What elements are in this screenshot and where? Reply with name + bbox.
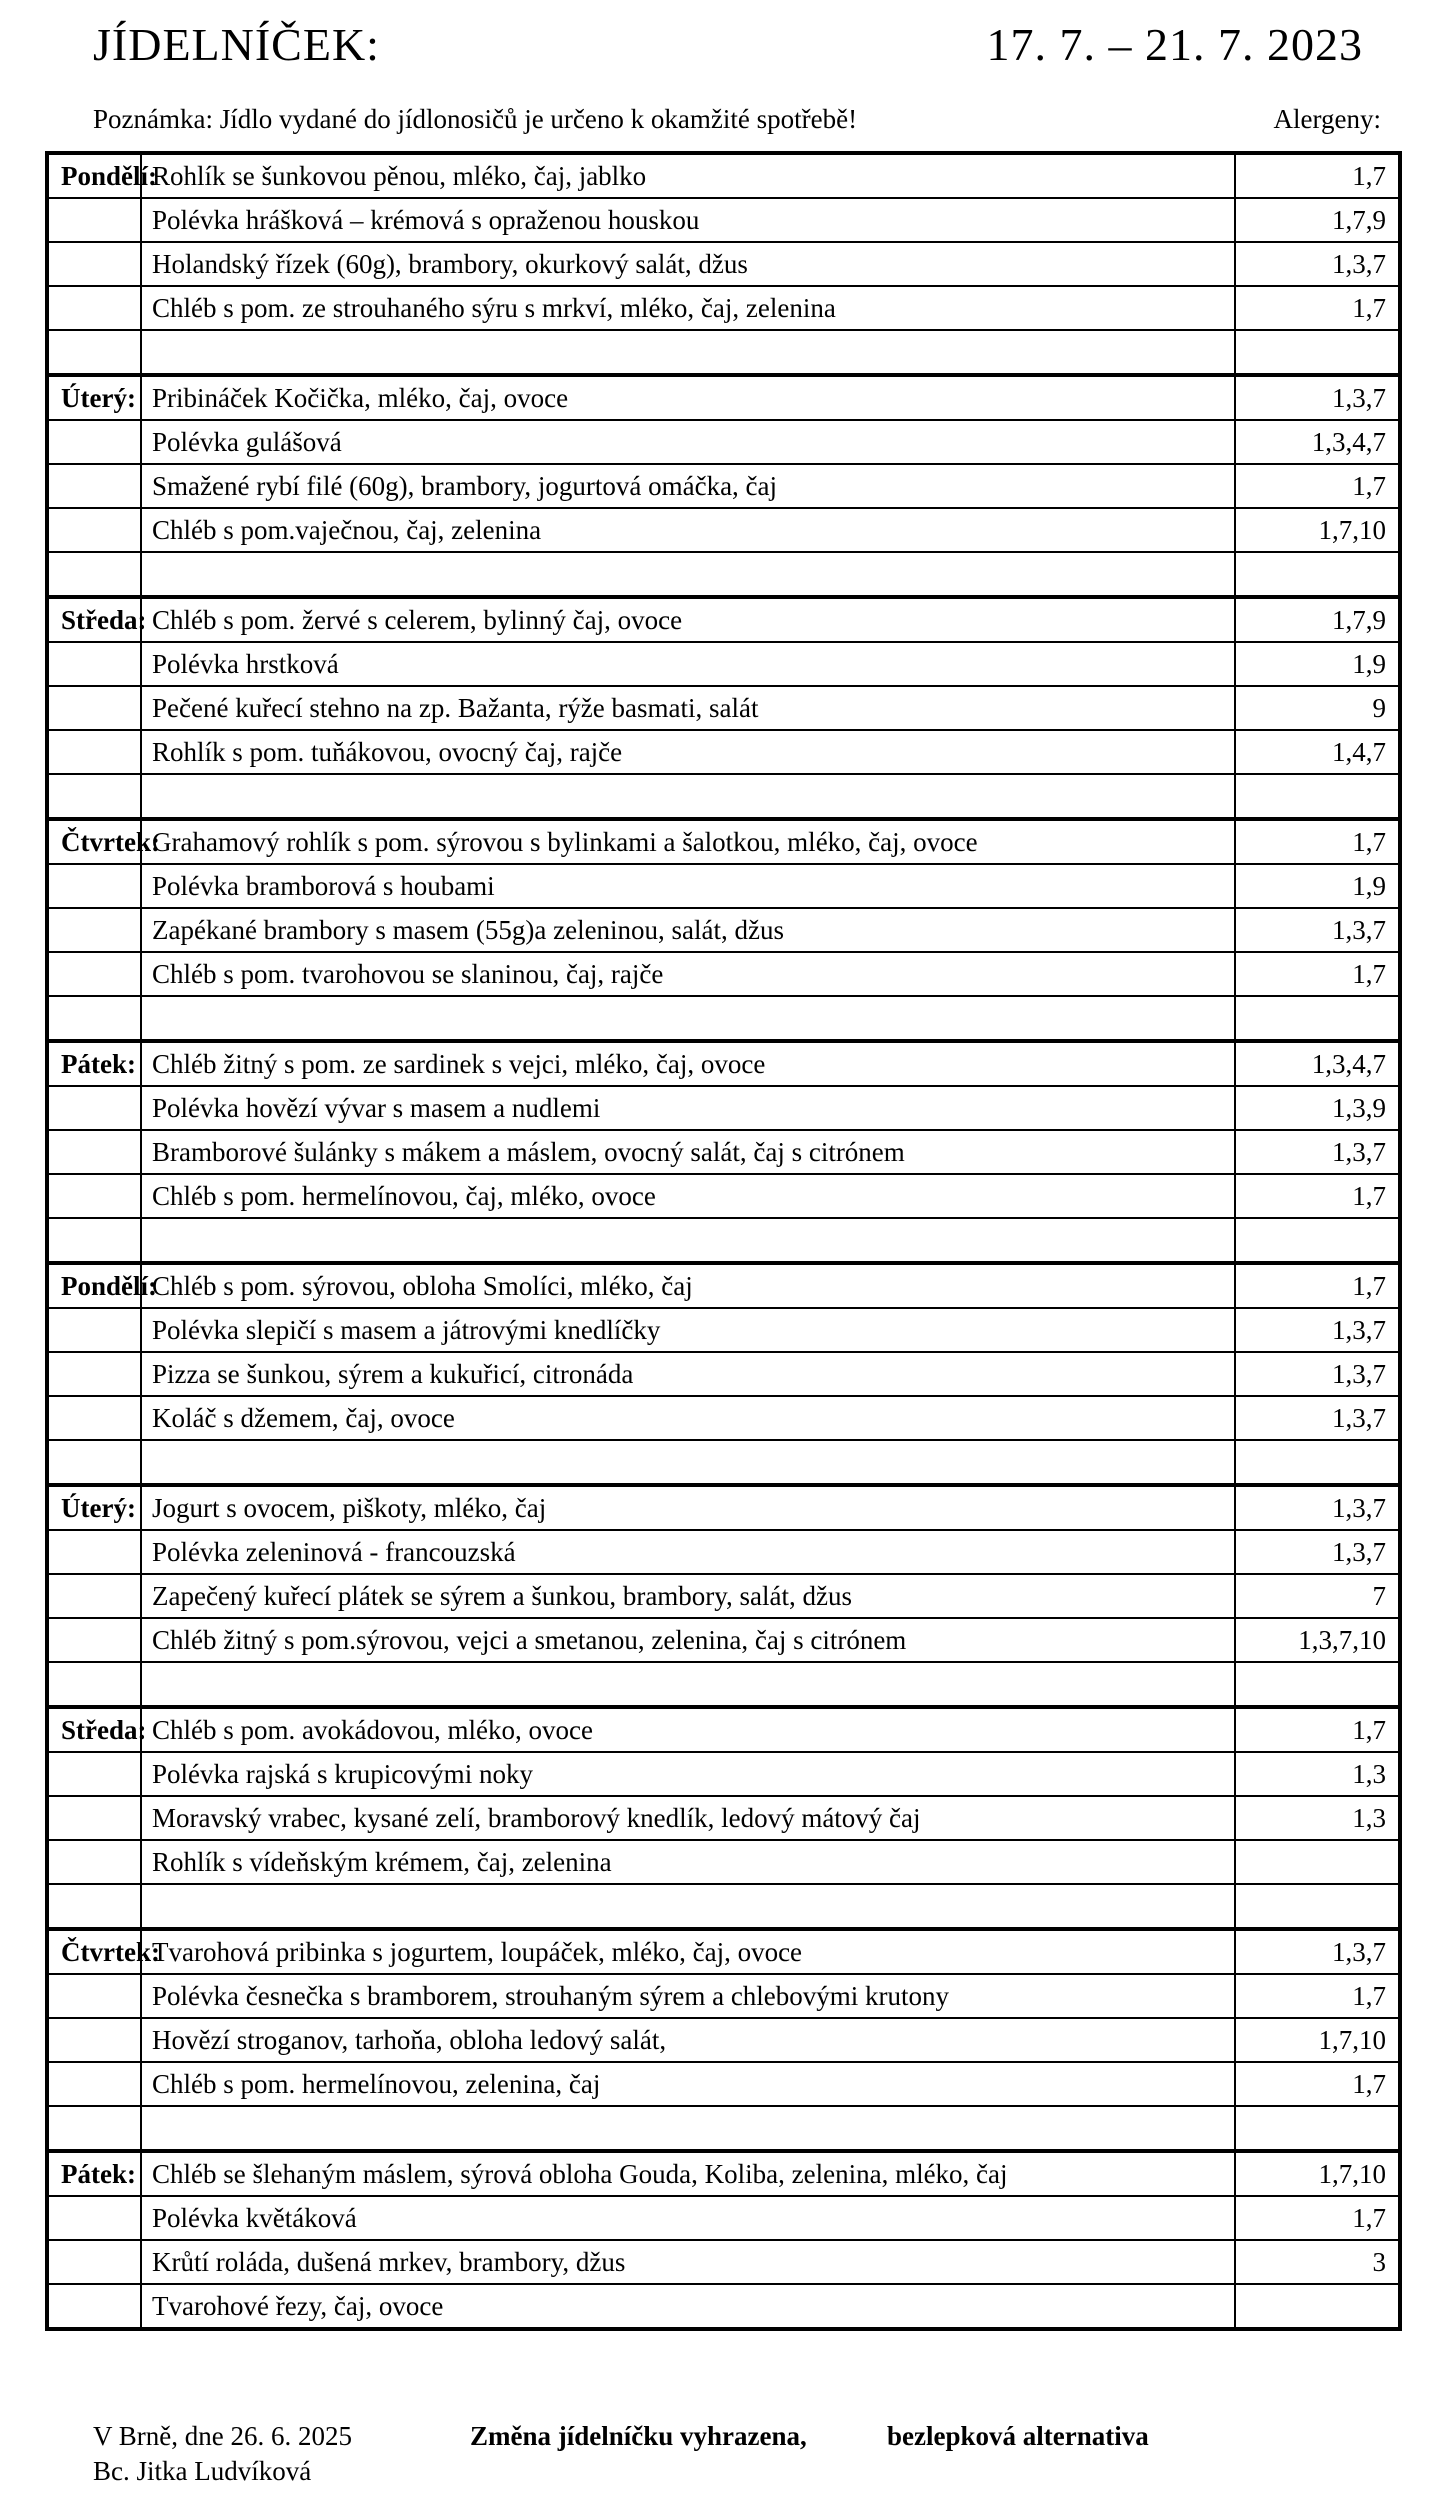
meal-cell: Chléb s pom. ze strouhaného sýru s mrkví, mléko, čaj, zelenina [141, 286, 1235, 330]
day-cell: Úterý: [47, 1485, 141, 1530]
menu-row [47, 153, 1400, 198]
allergens-cell: 1,3,7 [1235, 1530, 1400, 1574]
empty-cell [1235, 1218, 1400, 1263]
day-cell [47, 2196, 141, 2240]
allergens-cell: 1,7 [1235, 1263, 1400, 1308]
menu-body [47, 153, 1400, 2329]
footer-author: Bc. Jitka Ludvíková [93, 2456, 312, 2486]
menu-row [47, 508, 1400, 552]
meal-cell: Tvarohové řezy, čaj, ovoce [141, 2284, 1235, 2329]
allergens-cell: 1,3,7 [1235, 1352, 1400, 1396]
menu-row [47, 1485, 1400, 1530]
menu-row [47, 864, 1400, 908]
allergens-cell: 1,7 [1235, 2062, 1400, 2106]
day-cell: Čtvrtek: [47, 819, 141, 864]
day-cell [47, 286, 141, 330]
allergens-cell: 1,7,9 [1235, 597, 1400, 642]
meal-cell: Polévka hrášková – krémová s opraženou houskou [141, 198, 1235, 242]
meal-cell: Moravský vrabec, kysané zelí, bramborový knedlík, ledový mátový čaj [141, 1796, 1235, 1840]
day-cell: Středa: [47, 597, 141, 642]
allergens-cell: 1,7 [1235, 153, 1400, 198]
meal-cell: Chléb s pom. avokádovou, mléko, ovoce [141, 1707, 1235, 1752]
empty-cell [141, 1884, 1235, 1929]
meal-cell: Tvarohová pribinka s jogurtem, loupáček, mléko, čaj, ovoce [141, 1929, 1235, 1974]
allergens-cell: 1,3,4,7 [1235, 1041, 1400, 1086]
day-cell [47, 1618, 141, 1662]
day-cell [47, 1974, 141, 2018]
allergens-cell: 1,3,7 [1235, 908, 1400, 952]
meal-cell: Polévka bramborová s houbami [141, 864, 1235, 908]
day-cell [47, 1840, 141, 1884]
menu-row [47, 1974, 1400, 2018]
meal-cell: Rohlík se šunkovou pěnou, mléko, čaj, jablko [141, 153, 1235, 198]
day-cell: Pátek: [47, 1041, 141, 1086]
day-cell: Pondělí: [47, 153, 141, 198]
meal-cell: Bramborové šulánky s mákem a máslem, ovocný salát, čaj s citrónem [141, 1130, 1235, 1174]
empty-cell [47, 552, 141, 597]
allergens-cell: 1,3,7 [1235, 1308, 1400, 1352]
meal-cell: Chléb žitný s pom. ze sardinek s vejci, mléko, čaj, ovoce [141, 1041, 1235, 1086]
menu-row [47, 1308, 1400, 1352]
menu-row [47, 642, 1400, 686]
menu-row [47, 1130, 1400, 1174]
menu-row [47, 1840, 1400, 1884]
day-cell [47, 642, 141, 686]
footer-place-date: V Brně, dne 26. 6. 2025 [93, 2421, 352, 2451]
day-cell [47, 508, 141, 552]
day-cell [47, 1796, 141, 1840]
allergens-cell: 1,7 [1235, 819, 1400, 864]
allergens-cell: 1,7,9 [1235, 198, 1400, 242]
day-cell [47, 908, 141, 952]
meal-cell: Zapečený kuřecí plátek se sýrem a šunkou, brambory, salát, džus [141, 1574, 1235, 1618]
meal-cell: Polévka gulášová [141, 420, 1235, 464]
meal-cell: Zapékané brambory s masem (55g)a zeleninou, salát, džus [141, 908, 1235, 952]
day-cell: Čtvrtek: [47, 1929, 141, 1974]
menu-row [47, 1752, 1400, 1796]
empty-cell [47, 1218, 141, 1263]
menu-row [47, 2018, 1400, 2062]
spacer-row [47, 1440, 1400, 1485]
meal-cell: Krůtí roláda, dušená mrkev, brambory, džus [141, 2240, 1235, 2284]
allergens-cell [1235, 2284, 1400, 2329]
allergens-cell: 1,7 [1235, 1974, 1400, 2018]
day-cell [47, 1574, 141, 1618]
menu-row [47, 1574, 1400, 1618]
spacer-row [47, 1662, 1400, 1707]
menu-row [47, 2284, 1400, 2329]
meal-cell: Chléb žitný s pom.sýrovou, vejci a smetanou, zelenina, čaj s citrónem [141, 1618, 1235, 1662]
empty-cell [47, 330, 141, 375]
empty-cell [47, 774, 141, 819]
allergens-cell: 1,3,9 [1235, 1086, 1400, 1130]
allergens-cell: 3 [1235, 2240, 1400, 2284]
allergens-cell: 1,3,7 [1235, 1130, 1400, 1174]
empty-cell [1235, 1662, 1400, 1707]
day-cell: Úterý: [47, 375, 141, 420]
menu-row [47, 2151, 1400, 2196]
menu-row [47, 420, 1400, 464]
allergens-cell: 9 [1235, 686, 1400, 730]
day-cell [47, 2062, 141, 2106]
day-cell [47, 2284, 141, 2329]
allergens-cell: 1,3,7 [1235, 1485, 1400, 1530]
allergens-cell: 1,3,7 [1235, 242, 1400, 286]
day-cell: Pátek: [47, 2151, 141, 2196]
day-cell: Pondělí: [47, 1263, 141, 1308]
meal-cell: Pribináček Kočička, mléko, čaj, ovoce [141, 375, 1235, 420]
empty-cell [47, 1662, 141, 1707]
meal-cell: Polévka česnečka s bramborem, strouhaným sýrem a chlebovými krutony [141, 1974, 1235, 2018]
allergens-cell: 1,7,10 [1235, 2018, 1400, 2062]
menu-row [47, 908, 1400, 952]
menu-row [47, 597, 1400, 642]
meal-cell: Chléb s pom. žervé s celerem, bylinný čaj, ovoce [141, 597, 1235, 642]
allergens-cell: 1,7,10 [1235, 2151, 1400, 2196]
spacer-row [47, 2106, 1400, 2151]
day-cell [47, 420, 141, 464]
menu-row [47, 1352, 1400, 1396]
day-cell [47, 2240, 141, 2284]
day-cell [47, 1530, 141, 1574]
empty-cell [141, 552, 1235, 597]
allergens-cell: 1,7 [1235, 1707, 1400, 1752]
meal-cell: Polévka slepičí s masem a játrovými knedlíčky [141, 1308, 1235, 1352]
allergens-cell: 1,3,7,10 [1235, 1618, 1400, 1662]
menu-row [47, 2240, 1400, 2284]
menu-table [45, 151, 1402, 2331]
spacer-row [47, 996, 1400, 1041]
meal-cell: Chléb s pom. hermelínovou, zelenina, čaj [141, 2062, 1235, 2106]
footer-signature [93, 2419, 352, 2489]
consumption-note: Poznámka: Jídlo vydané do jídlonosičů je určeno k okamžité spotřebě! [93, 104, 858, 134]
spacer-row [47, 1218, 1400, 1263]
meal-cell: Polévka květáková [141, 2196, 1235, 2240]
empty-cell [1235, 552, 1400, 597]
day-cell [47, 198, 141, 242]
day-cell [47, 864, 141, 908]
menu-row [47, 2062, 1400, 2106]
menu-row [47, 375, 1400, 420]
allergens-cell: 1,3 [1235, 1796, 1400, 1840]
allergens-cell: 1,3 [1235, 1752, 1400, 1796]
allergens-cell [1235, 1840, 1400, 1884]
date-range: 17. 7. – 21. 7. 2023 [986, 19, 1363, 70]
menu-row [47, 1796, 1400, 1840]
meal-cell: Chléb s pom. tvarohovou se slaninou, čaj, rajče [141, 952, 1235, 996]
empty-cell [1235, 774, 1400, 819]
empty-cell [141, 1218, 1235, 1263]
allergens-cell: 1,7 [1235, 464, 1400, 508]
allergens-header: Alergeny: [1273, 104, 1381, 134]
menu-row [47, 1929, 1400, 1974]
footer-change-note: Změna jídelníčku vyhrazena, [470, 2421, 807, 2451]
empty-cell [141, 1440, 1235, 1485]
menu-row [47, 1530, 1400, 1574]
meal-cell: Polévka hovězí vývar s masem a nudlemi [141, 1086, 1235, 1130]
meal-cell: Chléb s pom.vaječnou, čaj, zelenina [141, 508, 1235, 552]
menu-row [47, 464, 1400, 508]
meal-cell: Jogurt s ovocem, piškoty, mléko, čaj [141, 1485, 1235, 1530]
allergens-cell: 1,9 [1235, 864, 1400, 908]
day-cell [47, 1086, 141, 1130]
menu-row [47, 1041, 1400, 1086]
empty-cell [47, 996, 141, 1041]
allergens-cell: 1,7 [1235, 1174, 1400, 1218]
spacer-row [47, 330, 1400, 375]
day-cell [47, 1396, 141, 1440]
meal-cell: Pizza se šunkou, sýrem a kukuřicí, citronáda [141, 1352, 1235, 1396]
menu-row [47, 1618, 1400, 1662]
meal-cell: Rohlík s pom. tuňákovou, ovocný čaj, rajče [141, 730, 1235, 774]
meal-cell: Pečené kuřecí stehno na zp. Bažanta, rýže basmati, salát [141, 686, 1235, 730]
empty-cell [1235, 996, 1400, 1041]
allergens-cell: 1,3,7 [1235, 1396, 1400, 1440]
empty-cell [47, 1440, 141, 1485]
allergens-cell: 1,3,7 [1235, 1929, 1400, 1974]
allergens-cell: 7 [1235, 1574, 1400, 1618]
allergens-cell: 1,7 [1235, 286, 1400, 330]
empty-cell [1235, 1440, 1400, 1485]
empty-cell [47, 1884, 141, 1929]
meal-cell: Polévka rajská s krupicovými noky [141, 1752, 1235, 1796]
footer-gluten-free: bezlepková alternativa [887, 2421, 1149, 2451]
day-cell [47, 686, 141, 730]
day-cell [47, 730, 141, 774]
page-title: JÍDELNÍČEK: [93, 19, 380, 70]
menu-row [47, 1174, 1400, 1218]
allergens-cell: 1,9 [1235, 642, 1400, 686]
empty-cell [141, 330, 1235, 375]
empty-cell [141, 774, 1235, 819]
allergens-cell: 1,7 [1235, 2196, 1400, 2240]
spacer-row [47, 774, 1400, 819]
menu-row [47, 730, 1400, 774]
menu-row [47, 952, 1400, 996]
menu-row [47, 242, 1400, 286]
meal-cell: Polévka zeleninová - francouzská [141, 1530, 1235, 1574]
menu-row [47, 1086, 1400, 1130]
allergens-cell: 1,3,4,7 [1235, 420, 1400, 464]
day-cell [47, 2018, 141, 2062]
menu-row [47, 1707, 1400, 1752]
empty-cell [1235, 2106, 1400, 2151]
empty-cell [141, 2106, 1235, 2151]
empty-cell [1235, 1884, 1400, 1929]
allergens-cell: 1,7,10 [1235, 508, 1400, 552]
allergens-cell: 1,7 [1235, 952, 1400, 996]
empty-cell [141, 1662, 1235, 1707]
day-cell [47, 242, 141, 286]
meal-cell: Chléb s pom. hermelínovou, čaj, mléko, ovoce [141, 1174, 1235, 1218]
menu-row [47, 1263, 1400, 1308]
meal-cell: Chléb s pom. sýrovou, obloha Smolíci, mléko, čaj [141, 1263, 1235, 1308]
day-cell [47, 1752, 141, 1796]
menu-row [47, 1396, 1400, 1440]
menu-row [47, 686, 1400, 730]
empty-cell [47, 2106, 141, 2151]
menu-row [47, 198, 1400, 242]
meal-cell: Hovězí stroganov, tarhoňa, obloha ledový salát, [141, 2018, 1235, 2062]
day-cell [47, 952, 141, 996]
allergens-cell: 1,3,7 [1235, 375, 1400, 420]
meal-cell: Rohlík s vídeňským krémem, čaj, zelenina [141, 1840, 1235, 1884]
day-cell [47, 1352, 141, 1396]
meal-cell: Holandský řízek (60g), brambory, okurkový salát, džus [141, 242, 1235, 286]
spacer-row [47, 1884, 1400, 1929]
menu-row [47, 286, 1400, 330]
meal-cell: Chléb se šlehaným máslem, sýrová obloha Gouda, Koliba, zelenina, mléko, čaj [141, 2151, 1235, 2196]
meal-cell: Smažené rybí filé (60g), brambory, jogurtová omáčka, čaj [141, 464, 1235, 508]
day-cell [47, 1308, 141, 1352]
day-cell: Středa: [47, 1707, 141, 1752]
menu-row [47, 819, 1400, 864]
empty-cell [1235, 330, 1400, 375]
meal-cell: Polévka hrstková [141, 642, 1235, 686]
menu-row [47, 2196, 1400, 2240]
day-cell [47, 464, 141, 508]
allergens-cell: 1,4,7 [1235, 730, 1400, 774]
meal-cell: Koláč s džemem, čaj, ovoce [141, 1396, 1235, 1440]
day-cell [47, 1174, 141, 1218]
spacer-row [47, 552, 1400, 597]
empty-cell [141, 996, 1235, 1041]
meal-cell: Grahamový rohlík s pom. sýrovou s bylinkami a šalotkou, mléko, čaj, ovoce [141, 819, 1235, 864]
day-cell [47, 1130, 141, 1174]
